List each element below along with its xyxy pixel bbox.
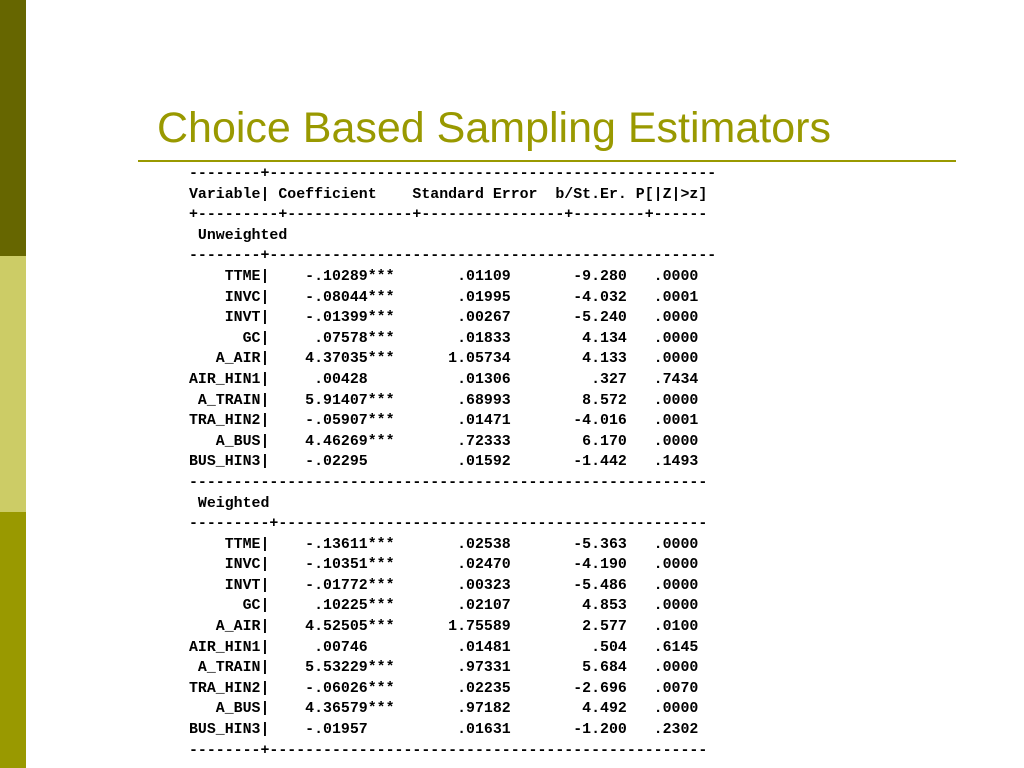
output-line: INVT| -.01772*** .00323 -5.486 .0000 [189,577,699,594]
output-line: INVC| -.08044*** .01995 -4.032 .0001 [189,289,699,306]
regression-output-table [189,164,716,761]
output-line: --------+-------------------------------------------------- [189,166,717,182]
side-accent-segment-middle [0,256,26,512]
output-line: INVC| -.10351*** .02470 -4.190 .0000 [189,557,699,574]
title-divider [138,160,956,162]
output-line: TRA_HIN2| -.06026*** .02235 -2.696 .0070 [189,680,699,697]
output-line: TRA_HIN2| -.05907*** .01471 -4.016 .0001 [189,413,699,430]
output-line: TTME| -.10289*** .01109 -9.280 .0000 [189,268,699,285]
output-line: BUS_HIN3| -.01957 .01631 -1.200 .2302 [189,722,699,739]
output-line: A_AIR| 4.52505*** 1.75589 2.577 .0100 [189,619,699,636]
output-line: AIR_HIN1| .00746 .01481 .504 .6145 [189,639,699,656]
output-line: TTME| -.13611*** .02538 -5.363 .0000 [189,536,699,553]
output-line: INVT| -.01399*** .00267 -5.240 .0000 [189,310,699,327]
side-accent-segment-bottom [0,512,26,768]
output-line: A_BUS| 4.46269*** .72333 6.170 .0000 [189,433,699,450]
output-line: A_TRAIN| 5.91407*** .68993 8.572 .0000 [189,392,699,409]
output-line: A_AIR| 4.37035*** 1.05734 4.133 .0000 [189,351,699,368]
side-accent-segment-top [0,0,26,256]
output-line: AIR_HIN1| .00428 .01306 .327 .7434 [189,371,699,388]
output-line: ---------------------------------------------------------- [189,474,708,491]
output-line: GC| .10225*** .02107 4.853 .0000 [189,598,699,615]
output-line: --------+-------------------------------------------------- [189,248,717,265]
side-accent-bar [0,0,26,768]
output-line: --------+------------------------------------------------- [189,742,708,759]
output-line: Unweighted [189,227,288,244]
output-line: ---------+------------------------------------------------ [189,516,708,533]
output-line: A_TRAIN| 5.53229*** .97331 5.684 .0000 [189,660,699,677]
output-line: BUS_HIN3| -.02295 .01592 -1.442 .1493 [189,454,699,471]
output-line: GC| .07578*** .01833 4.134 .0000 [189,330,699,347]
output-line: +---------+--------------+----------------+--------+------ [189,207,708,224]
slide-title: Choice Based Sampling Estimators [157,104,831,152]
output-line: Weighted [189,495,270,512]
output-line: Variable| Coefficient Standard Error b/St.Er. P[|Z|>z] [189,186,708,203]
output-line: A_BUS| 4.36579*** .97182 4.492 .0000 [189,701,699,718]
